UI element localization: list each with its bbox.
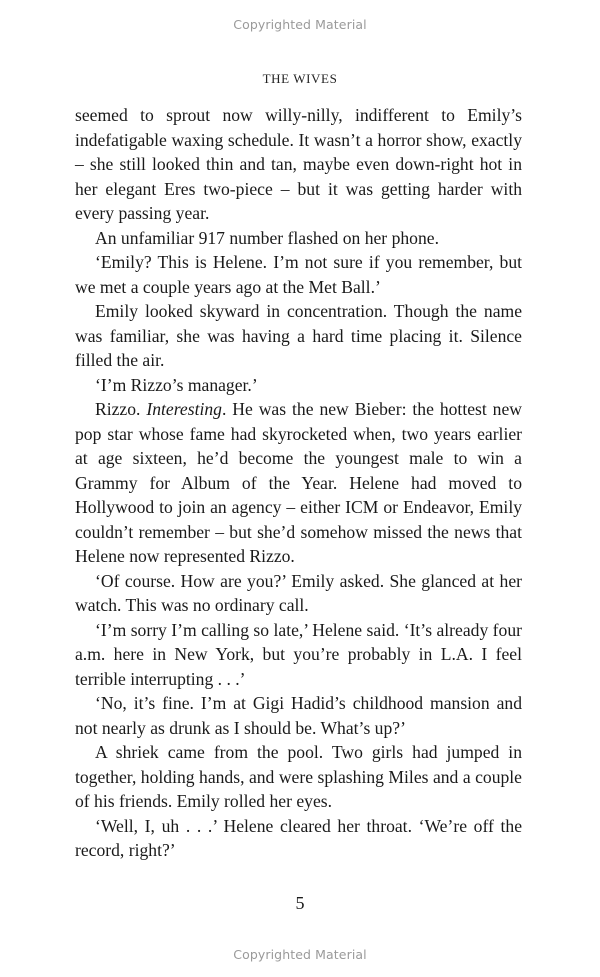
paragraph: ‘Well, I, uh . . .’ Helene cleared her throat. ‘We’re off the record, right?’ (75, 815, 522, 860)
paragraph: ‘No, it’s fine. I’m at Gigi Hadid’s childhood mansion and not nearly as drunk as I should be. What’s up?’ (75, 693, 522, 738)
body-text (75, 103, 522, 863)
paragraph: ‘I’m sorry I’m calling so late,’ Helene said. ‘It’s already four a.m. here in New York, but you’re probably in L.A. I feel terrible interrupting . . .’ (75, 619, 522, 689)
paragraph: ‘Of course. How are you?’ Emily asked. She glanced at her watch. This was no ordinary call. (75, 570, 522, 615)
paragraph: An unfamiliar 917 number flashed on her phone. (95, 227, 439, 248)
paragraph: Emily looked skyward in concentration. Though the name was familiar, she was having a hard time placing it. Silence filled the air. (75, 301, 522, 370)
running-head: THE WIVES (262, 71, 338, 86)
paragraph-rest: . He was the new Bieber: the hottest new pop star whose fame had skyrocketed when, two years earlier at age sixteen, he’d become the youngest male to win a Grammy for Album of the Year. Helene had moved to Hollywood to join an agency – either ICM or Endeavor, Emily couldn’t remember – but she’d somehow missed the news that Helene now represented Rizzo. (75, 399, 522, 566)
paragraph: ‘Emily? This is Helene. I’m not sure if you remember, but we met a couple years ago at the Met Ball.’ (75, 252, 522, 297)
paragraph: seemed to sprout now willy-nilly, indifferent to Emily’s indefatigable waxing schedule. It wasn’t a horror show, exactly – she still looked thin and tan, maybe even down-right hot in her elegant Eres two-piece – but it was getting harder with every passing year. (75, 105, 522, 223)
paragraph: A shriek came from the pool. Two girls had jumped in together, holding hands, and were splashing Miles and a couple of his friends. Emily rolled her eyes. (75, 742, 522, 811)
watermark-bottom: Copyrighted Material (233, 947, 367, 962)
paragraph: ‘I’m Rizzo’s manager.’ (95, 374, 258, 395)
page-number: 5 (295, 893, 305, 913)
paragraph-lead: Rizzo. (95, 399, 147, 419)
paragraph (75, 397, 522, 569)
watermark-top: Copyrighted Material (233, 17, 367, 32)
italic-word: Interesting (146, 399, 222, 419)
